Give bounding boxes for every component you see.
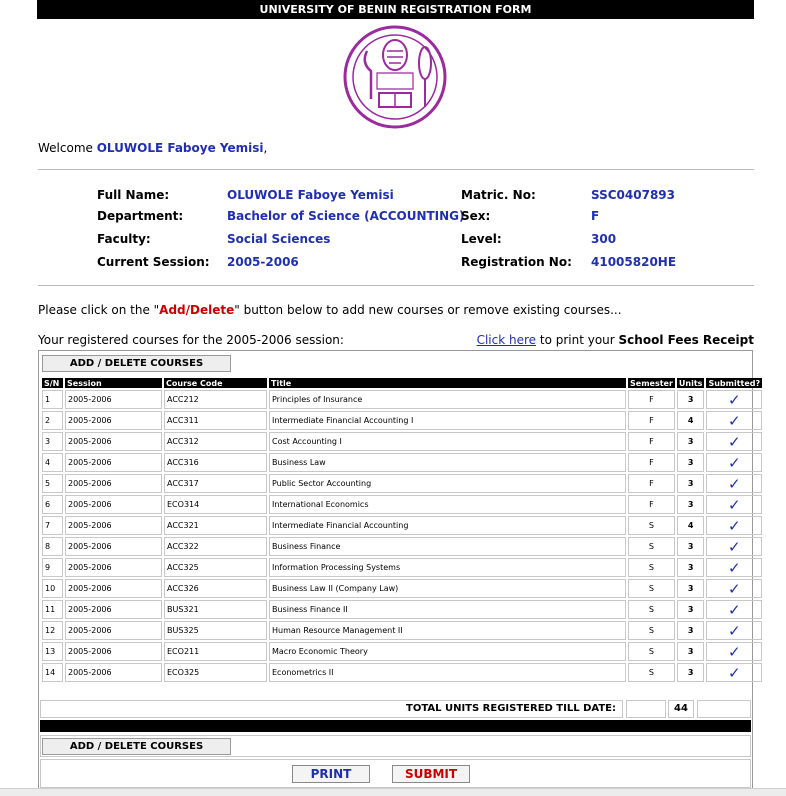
cell-submitted <box>706 537 762 556</box>
cell-submitted <box>706 579 762 598</box>
cell-course-code: ECO211 <box>164 642 267 661</box>
divider <box>38 169 754 170</box>
cell-submitted <box>706 411 762 430</box>
welcome-prefix: Welcome <box>38 141 93 155</box>
cell-sn: 10 <box>42 579 63 598</box>
cell-units: 3 <box>677 558 705 577</box>
checkmark-icon: ✓ <box>728 537 741 556</box>
cell-session: 2005-2006 <box>65 516 162 535</box>
instruction-highlight: Add/Delete <box>159 303 235 317</box>
regno-value: 41005820HE <box>591 255 677 269</box>
cell-sn: 9 <box>42 558 63 577</box>
full-name-value: OLUWOLE Faboye Yemisi <box>227 188 394 202</box>
checkmark-icon: ✓ <box>728 600 741 619</box>
header-semester: Semester <box>630 378 673 388</box>
cell-submitted <box>706 516 762 535</box>
checkmark-icon: ✓ <box>728 621 741 640</box>
full-name-label: Full Name: <box>97 188 170 202</box>
table-row <box>42 495 762 514</box>
checkmark-icon: ✓ <box>728 432 741 451</box>
cell-title: Macro Economic Theory <box>269 642 626 661</box>
cell-submitted <box>706 432 762 451</box>
cell-units: 3 <box>677 495 705 514</box>
cell-title: Cost Accounting I <box>269 432 626 451</box>
cell-semester: F <box>628 495 675 514</box>
cell-sn: 3 <box>42 432 63 451</box>
department-value: Bachelor of Science (ACCOUNTING) <box>227 209 465 223</box>
instruction-prefix: Please click on the " <box>38 303 160 317</box>
print-button[interactable]: PRINT <box>292 765 370 783</box>
table-row <box>42 642 762 661</box>
cell-title: Public Sector Accounting <box>269 474 626 493</box>
form-title-bar <box>37 0 754 19</box>
level-value: 300 <box>591 232 617 246</box>
cell-course-code: ECO314 <box>164 495 267 514</box>
cell-session: 2005-2006 <box>65 390 162 409</box>
cell-course-code: BUS325 <box>164 621 267 640</box>
cell-title: Business Finance <box>269 537 626 556</box>
header-title: Title <box>269 378 626 388</box>
cell-units: 3 <box>677 621 705 640</box>
total-row <box>40 700 753 718</box>
cell-session: 2005-2006 <box>65 411 162 430</box>
instruction-text <box>38 303 622 317</box>
header-sn: S/N <box>42 378 63 388</box>
cell-title: Intermediate Financial Accounting I <box>269 411 626 430</box>
cell-sn: 14 <box>42 663 63 682</box>
total-units-value: 44 <box>668 700 694 718</box>
cell-session: 2005-2006 <box>65 537 162 556</box>
cell-sn: 1 <box>42 390 63 409</box>
cell-sn: 4 <box>42 453 63 472</box>
cell-semester: S <box>628 600 675 619</box>
sex-value: F <box>591 209 600 223</box>
receipt-line <box>477 333 754 347</box>
submit-button[interactable]: SUBMIT <box>392 765 470 783</box>
total-spacer <box>626 700 666 718</box>
cell-submitted <box>706 621 762 640</box>
cell-submitted <box>706 495 762 514</box>
cell-sn: 8 <box>42 537 63 556</box>
cell-semester: S <box>628 579 675 598</box>
cell-submitted <box>706 600 762 619</box>
matric-value: SSC0407893 <box>591 188 675 202</box>
header-submitted: Submitted? <box>708 378 761 388</box>
cell-semester: S <box>628 642 675 661</box>
checkmark-icon: ✓ <box>728 411 741 430</box>
checkmark-icon: ✓ <box>728 642 741 661</box>
total-label: TOTAL UNITS REGISTERED TILL DATE: <box>40 700 623 718</box>
cell-session: 2005-2006 <box>65 642 162 661</box>
cell-units: 3 <box>677 600 705 619</box>
faculty-value: Social Sciences <box>227 232 331 246</box>
cell-course-code: ACC325 <box>164 558 267 577</box>
cell-title: Information Processing Systems <box>269 558 626 577</box>
cell-course-code: ACC321 <box>164 516 267 535</box>
cell-course-code: ACC322 <box>164 537 267 556</box>
table-row <box>42 537 762 556</box>
table-row <box>42 579 762 598</box>
cell-semester: F <box>628 390 675 409</box>
cell-sn: 12 <box>42 621 63 640</box>
cell-semester: S <box>628 621 675 640</box>
cell-units: 3 <box>677 537 705 556</box>
header-units: Units <box>678 378 703 388</box>
cell-title: Intermediate Financial Accounting <box>269 516 626 535</box>
cell-semester: F <box>628 432 675 451</box>
cell-session: 2005-2006 <box>65 600 162 619</box>
header-session: Session <box>65 378 162 388</box>
welcome-message <box>38 141 267 155</box>
instruction-suffix: " button below to add new courses or remove existing courses... <box>234 303 622 317</box>
cell-semester: S <box>628 558 675 577</box>
cell-units: 3 <box>677 432 705 451</box>
cell-course-code: ACC311 <box>164 411 267 430</box>
cell-session: 2005-2006 <box>65 453 162 472</box>
cell-course-code: BUS321 <box>164 600 267 619</box>
cell-submitted <box>706 474 762 493</box>
faculty-label: Faculty: <box>97 232 151 246</box>
table-row <box>42 432 762 451</box>
level-label: Level: <box>461 232 502 246</box>
cell-course-code: ECO325 <box>164 663 267 682</box>
cell-submitted <box>706 663 762 682</box>
cell-units: 3 <box>677 663 705 682</box>
matric-label: Matric. No: <box>461 188 536 202</box>
cell-session: 2005-2006 <box>65 579 162 598</box>
sex-label: Sex: <box>461 209 491 223</box>
add-delete-courses-button-bottom[interactable]: ADD / DELETE COURSES <box>42 738 231 755</box>
header-course-code: Course Code <box>164 378 267 388</box>
divider <box>38 285 754 286</box>
cell-semester: F <box>628 453 675 472</box>
cell-session: 2005-2006 <box>65 558 162 577</box>
cell-course-code: ACC317 <box>164 474 267 493</box>
cell-course-code: ACC212 <box>164 390 267 409</box>
cell-semester: S <box>628 537 675 556</box>
checkmark-icon: ✓ <box>728 474 741 493</box>
checkmark-icon: ✓ <box>728 495 741 514</box>
regno-label: Registration No: <box>461 255 572 269</box>
cell-units: 3 <box>677 453 705 472</box>
cell-sn: 13 <box>42 642 63 661</box>
cell-units: 4 <box>677 411 705 430</box>
cell-submitted <box>706 558 762 577</box>
cell-semester: S <box>628 663 675 682</box>
table-row <box>42 411 762 430</box>
cell-units: 3 <box>677 642 705 661</box>
checkmark-icon: ✓ <box>728 558 741 577</box>
cell-sn: 11 <box>42 600 63 619</box>
cell-title: Econometrics II <box>269 663 626 682</box>
cell-submitted <box>706 390 762 409</box>
cell-session: 2005-2006 <box>65 474 162 493</box>
cell-session: 2005-2006 <box>65 432 162 451</box>
receipt-bold-text: School Fees Receipt <box>618 333 754 347</box>
cell-semester: F <box>628 474 675 493</box>
form-title: UNIVERSITY OF BENIN REGISTRATION FORM <box>259 3 532 16</box>
cell-submitted <box>706 642 762 661</box>
welcome-student-name: OLUWOLE Faboye Yemisi <box>96 141 264 155</box>
checkmark-icon: ✓ <box>728 663 741 682</box>
separator-bar <box>40 720 751 732</box>
table-row <box>42 663 762 682</box>
receipt-text: to print your <box>536 333 619 347</box>
session-label: Current Session: <box>97 255 210 269</box>
cell-submitted <box>706 453 762 472</box>
cell-units: 4 <box>677 516 705 535</box>
cell-sn: 6 <box>42 495 63 514</box>
print-receipt-link[interactable]: Click here <box>476 333 537 347</box>
registered-courses-caption: Your registered courses for the 2005-2006 session: <box>38 333 344 347</box>
table-row <box>42 558 762 577</box>
university-crest-logo <box>343 23 447 131</box>
checkmark-icon: ✓ <box>728 579 741 598</box>
cell-course-code: ACC316 <box>164 453 267 472</box>
cell-course-code: ACC312 <box>164 432 267 451</box>
checkmark-icon: ✓ <box>728 390 741 409</box>
checkmark-icon: ✓ <box>728 516 741 535</box>
add-delete-courses-button-top[interactable]: ADD / DELETE COURSES <box>42 355 231 372</box>
welcome-suffix: , <box>263 141 268 155</box>
table-row <box>42 516 762 535</box>
table-row <box>42 390 762 409</box>
table-row <box>42 621 762 640</box>
department-label: Department: <box>97 209 184 223</box>
table-row <box>42 474 762 493</box>
table-row <box>42 453 762 472</box>
cell-title: International Economics <box>269 495 626 514</box>
cell-session: 2005-2006 <box>65 495 162 514</box>
cell-semester: F <box>628 411 675 430</box>
cell-course-code: ACC326 <box>164 579 267 598</box>
table-row <box>42 600 762 619</box>
total-empty-cell <box>697 700 751 718</box>
cell-units: 3 <box>677 579 705 598</box>
cell-session: 2005-2006 <box>65 621 162 640</box>
cell-title: Business Law II (Company Law) <box>269 579 626 598</box>
cell-sn: 2 <box>42 411 63 430</box>
cell-sn: 7 <box>42 516 63 535</box>
session-value: 2005-2006 <box>227 255 299 269</box>
cell-sn: 5 <box>42 474 63 493</box>
cell-session: 2005-2006 <box>65 663 162 682</box>
table-header-row <box>42 378 762 388</box>
courses-table <box>40 376 764 684</box>
cell-title: Business Finance II <box>269 600 626 619</box>
cell-units: 3 <box>677 474 705 493</box>
checkmark-icon: ✓ <box>728 453 741 472</box>
cell-title: Human Resource Management II <box>269 621 626 640</box>
cell-title: Business Law <box>269 453 626 472</box>
cell-units: 3 <box>677 390 705 409</box>
cell-semester: S <box>628 516 675 535</box>
cell-title: Principles of Insurance <box>269 390 626 409</box>
